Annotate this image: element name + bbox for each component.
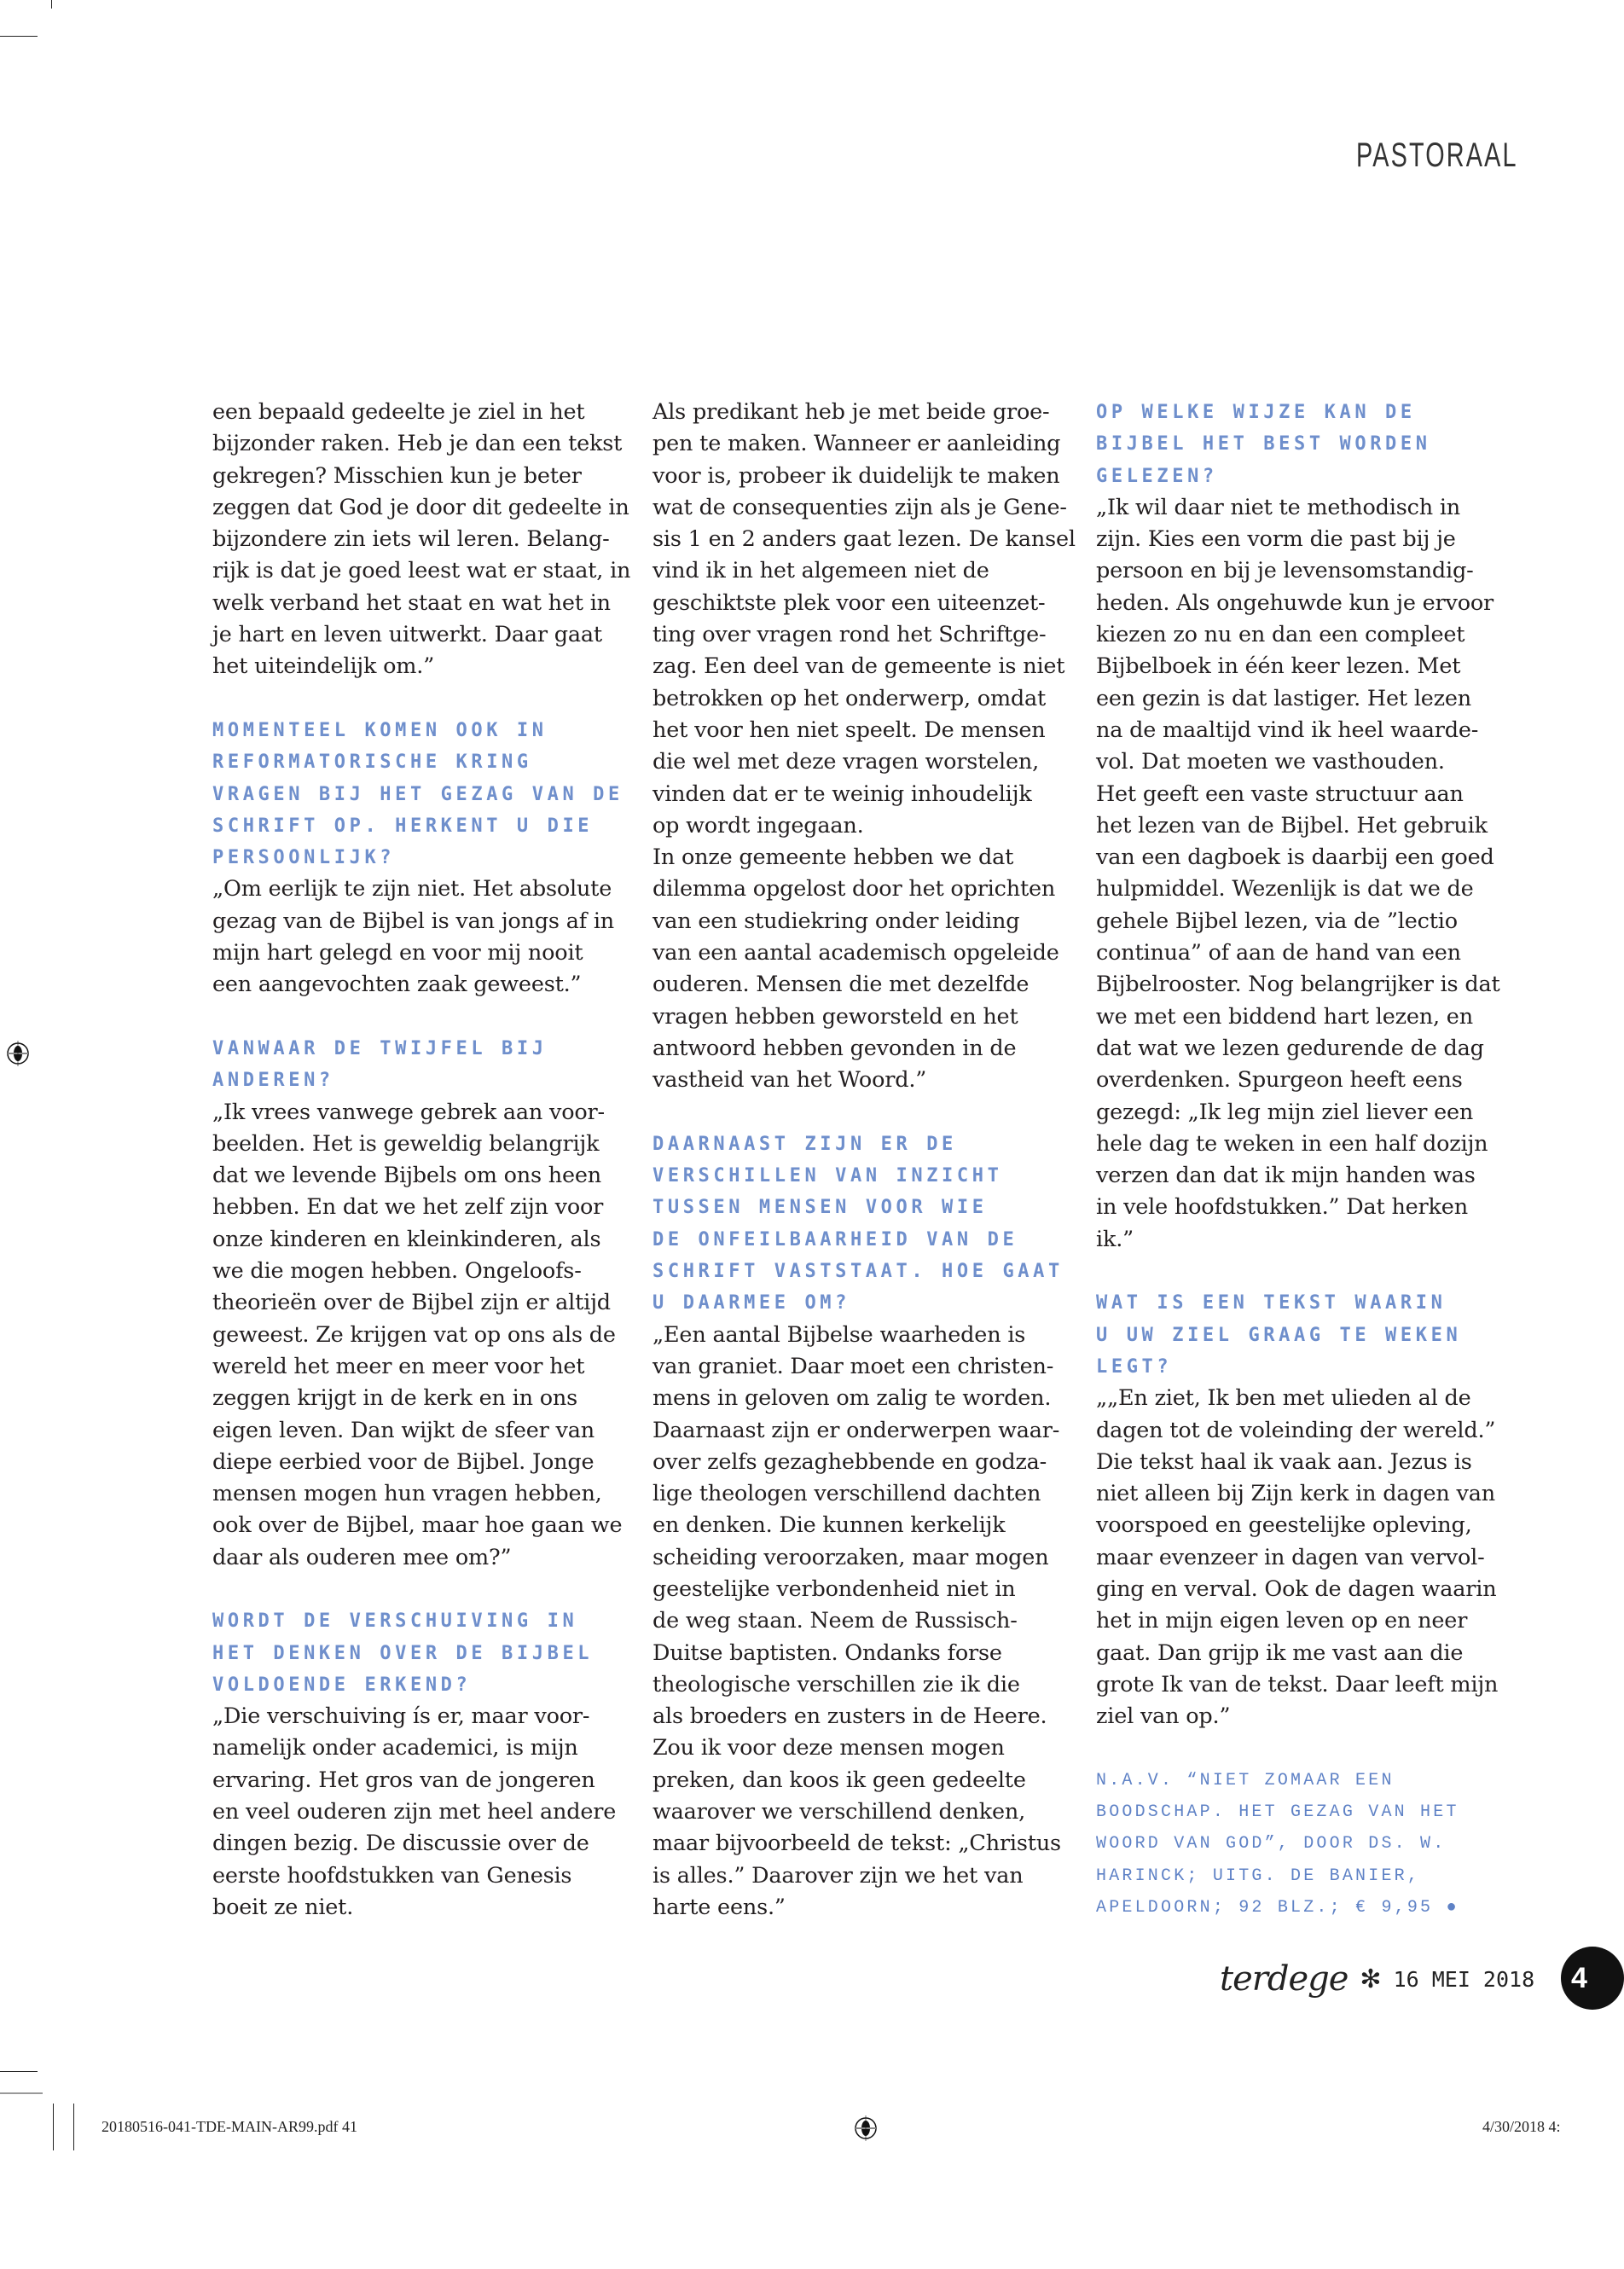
crop-mark (0, 2071, 38, 2072)
text-line: ook over de Bijbel, maar hoe gaan we (212, 1512, 623, 1539)
text-line: gehele Bijbel lezen, via de ”lectio (1096, 908, 1458, 934)
text-line: geestelijke verbondenheid niet in (652, 1576, 1016, 1602)
text-line: een bepaald gedeelte je ziel in het (212, 399, 585, 425)
interview-question (652, 1129, 1070, 1320)
text-line: U UW ZIEL GRAAG TE WEKEN (1096, 1324, 1462, 1346)
text-line: mensen mogen hun vragen hebben, (212, 1481, 602, 1507)
text-line: ting over vragen rond het Schriftge- (652, 622, 1047, 648)
text-line: WORDT DE VERSCHUIVING IN (212, 1610, 578, 1633)
print-slug-timestamp: 4/30/2018 4: (1482, 2118, 1561, 2135)
text-line: zeggen krijgt in de kerk en in ons (212, 1385, 578, 1412)
text-line: OP WELKE WIJZE KAN DE (1096, 402, 1416, 423)
text-line: ervaring. Het gros van de jongeren (212, 1767, 595, 1793)
text-line: hele dag te weken in een half dozijn (1096, 1130, 1488, 1157)
text-line: de weg staan. Neem de Russisch- (652, 1608, 1018, 1634)
text-line: ik.” (1096, 1226, 1134, 1252)
text-line: waarover we verschillend denken, (652, 1799, 1025, 1825)
text-line: „Om eerlijk te zijn niet. Het absolute (212, 876, 612, 902)
text-line: zijn. Kies een vorm die past bij je (1096, 526, 1456, 553)
text-line: BOODSCHAP. HET GEZAG VAN HET (1096, 1802, 1459, 1823)
text-line: Het geeft een vaste structuur aan (1096, 781, 1464, 807)
text-line: gaat. Dan grijp ik me vast aan die (1096, 1639, 1464, 1666)
text-line: Duitse baptisten. Ondanks forse (652, 1639, 1002, 1666)
text-line: continua” of aan de hand van een (1096, 940, 1461, 966)
text-line: antwoord hebben gevonden in de (652, 1035, 1017, 1061)
text-line: GELEZEN? (1096, 465, 1218, 487)
text-line: voor is, probeer ik duidelijk te maken (652, 462, 1060, 489)
text-line: VANWAAR DE TWIJFEL BIJ (212, 1037, 548, 1059)
text-line: vragen hebben geworsteld en het (652, 1003, 1018, 1030)
text-line: persoon en bij je levensomstandig- (1096, 558, 1474, 584)
registration-mark-icon (853, 2115, 879, 2141)
interview-question (1096, 1287, 1514, 1383)
text-line: ANDEREN? (212, 1070, 334, 1092)
text-line: „Een aantal Bijbelse waarheden is (652, 1321, 1026, 1348)
paragraph-spacer (212, 1001, 630, 1033)
text-line: ouderen. Mensen die met dezelfde (652, 972, 1030, 998)
text-line: het lezen van de Bijbel. Het gebruik (1096, 812, 1488, 839)
text-line: vind ik in het algemeen niet de (652, 558, 989, 584)
answer-paragraph (1096, 492, 1514, 1256)
text-line: ging en verval. Ook de dagen waarin (1096, 1576, 1497, 1602)
text-line: van een aantal academisch opgeleide (652, 940, 1059, 966)
registration-mark-icon (5, 1041, 31, 1066)
text-line: niet alleen bij Zijn kerk in dagen van (1096, 1481, 1495, 1507)
interview-question (212, 1033, 630, 1097)
answer-paragraph (212, 1097, 630, 1574)
text-line: betrokken op het onderwerp, omdat (652, 685, 1047, 711)
text-line: mens in geloven om zalig te worden. (652, 1385, 1052, 1412)
text-line: daar als ouderen mee om?” (212, 1544, 512, 1570)
text-line: zag. Een deel van de gemeente is niet (652, 653, 1065, 680)
text-line: WAT IS EEN TEKST WAARIN (1096, 1292, 1447, 1314)
text-line: SCHRIFT VASTSTAAT. HOE GAAT (652, 1261, 1064, 1283)
text-line: WOORD VAN GOD”, DOOR DS. W. (1096, 1834, 1447, 1854)
text-line: DAARNAAST ZIJN ER DE (652, 1133, 957, 1155)
text-line: „Ik vrees vanwege gebrek aan voor- (212, 1099, 605, 1125)
text-line: zeggen dat God je door dit gedeelte in (212, 494, 629, 520)
text-line: het voor hen niet speelt. De mensen (652, 717, 1046, 743)
text-line: het in mijn eigen leven op en neer (1096, 1608, 1468, 1634)
text-line: N.A.V. “NIET ZOMAAR EEN (1096, 1770, 1395, 1790)
text-line: beelden. Het is geweldig belangrijk (212, 1130, 600, 1157)
text-line: In onze gemeente hebben we dat (652, 844, 1014, 871)
text-line: is alles.” Daarover zijn we het van (652, 1862, 1024, 1889)
print-slug-file: 20180516-041-TDE-MAIN-AR99.pdf 41 (102, 2118, 357, 2135)
text-line: rijk is dat je goed leest wat er staat, in (212, 558, 631, 584)
text-line: geschiktste plek voor een uiteenzet- (652, 589, 1046, 616)
text-line: in vele hoofdstukken.” Dat herken (1096, 1194, 1468, 1221)
paragraph-spacer (1096, 1732, 1514, 1764)
text-line: na de maaltijd vind ik heel waarde- (1096, 717, 1479, 743)
text-line: diepe eerbied voor de Bijbel. Jonge (212, 1448, 594, 1475)
text-line: hulpmiddel. Wezenlijk is dat we de (1096, 876, 1474, 902)
text-line: die wel met deze vragen worstelen, (652, 749, 1040, 775)
interview-question (212, 715, 630, 873)
text-line: hebben. En dat we het zelf zijn voor (212, 1194, 604, 1221)
text-line: onze kinderen en kleinkinderen, als (212, 1226, 601, 1252)
text-line: maar bijvoorbeeld de tekst: „Christus (652, 1831, 1061, 1857)
text-line: APELDOORN; 92 BLZ.; € 9,95 ● (1096, 1897, 1459, 1918)
text-line: theologische verschillen zie ik die (652, 1671, 1020, 1697)
answer-paragraph (212, 873, 630, 1001)
interview-question (1096, 397, 1514, 492)
text-line: over zelfs gezaghebbende en godza- (652, 1448, 1047, 1475)
page-number: 4 (1561, 1947, 1624, 2010)
text-line: maar evenzeer in dagen van vervol- (1096, 1544, 1485, 1570)
text-line: Die tekst haal ik vaak aan. Jezus is (1096, 1448, 1472, 1475)
text-line: MOMENTEEL KOMEN OOK IN (212, 719, 548, 741)
text-line: dilemma opgelost door het oprichten (652, 876, 1056, 902)
text-line: TUSSEN MENSEN VOOR WIE (652, 1197, 988, 1219)
text-line: VRAGEN BIJ HET GEZAG VAN DE (212, 783, 624, 805)
text-line: wat de consequenties zijn als je Gene- (652, 494, 1067, 520)
crop-mark (0, 36, 38, 37)
text-line: „Die verschuiving ís er, maar voor- (212, 1703, 590, 1730)
source-note (1096, 1765, 1514, 1924)
text-line: PERSOONLIJK? (212, 847, 396, 869)
article-column-1 (212, 397, 630, 1924)
text-line: ziel van op.” (1096, 1703, 1231, 1730)
text-line: Bijbelrooster. Nog belangrijker is dat (1096, 972, 1500, 998)
text-line: LEGT? (1096, 1355, 1173, 1378)
text-line: wereld het meer en meer voor het (212, 1353, 585, 1379)
paragraph-spacer (212, 683, 630, 715)
text-line: REFORMATORISCHE KRING (212, 751, 532, 774)
crop-mark (53, 2104, 54, 2150)
text-line: bijzonder raken. Heb je dan een tekst (212, 431, 623, 457)
text-line: dingen bezig. De discussie over de (212, 1831, 589, 1857)
paragraph-spacer (212, 1574, 630, 1605)
text-line: je hart en leven uitwerkt. Daar gaat (212, 622, 602, 648)
interview-question (212, 1605, 630, 1701)
text-line: Zou ik voor deze mensen mogen (652, 1735, 1005, 1761)
text-line: lige theologen verschillend dachten (652, 1481, 1041, 1507)
text-line: van een dagboek is daarbij een goed (1096, 844, 1494, 871)
text-line: dat wat we lezen gedurende de dag (1096, 1035, 1484, 1061)
answer-paragraph (212, 397, 630, 683)
text-line: preken, dan koos ik geen gedeelte (652, 1767, 1026, 1793)
text-line: geweest. Ze krijgen vat op ons als de (212, 1321, 616, 1348)
text-line: we met een biddend hart lezen, en (1096, 1003, 1473, 1030)
text-line: Bijbelboek in één keer lezen. Met (1096, 653, 1461, 680)
text-line: sis 1 en 2 anders gaat lezen. De kansel (652, 526, 1076, 553)
text-line: namelijk onder academici, is mijn (212, 1735, 578, 1761)
text-line: Als predikant heb je met beide groe- (652, 399, 1050, 425)
text-line: als broeders en zusters in de Heere. (652, 1703, 1047, 1730)
magazine-logo: terdege (1220, 1959, 1348, 1999)
text-line: BIJBEL HET BEST WORDEN (1096, 433, 1431, 456)
text-line: U DAARMEE OM? (652, 1292, 850, 1314)
text-line: harte eens.” (652, 1894, 786, 1920)
text-line: van graniet. Daar moet een christen- (652, 1353, 1054, 1379)
paragraph-spacer (1096, 1256, 1514, 1287)
text-line: op wordt ingegaan. (652, 812, 864, 839)
answer-paragraph (212, 1701, 630, 1924)
page-footer (1220, 1958, 1534, 2000)
text-line: en veel ouderen zijn met heel andere (212, 1799, 617, 1825)
text-line: een aangevochten zaak geweest.” (212, 972, 582, 998)
issue-date: 16 MEI 2018 (1393, 1966, 1535, 1992)
text-line: mijn hart gelegd en voor mij nooit (212, 940, 583, 966)
text-line: en denken. Die kunnen kerkelijk (652, 1512, 1006, 1539)
answer-paragraph (652, 1320, 1070, 1924)
text-line: een gezin is dat lastiger. Het lezen (1096, 685, 1472, 711)
text-line: van een studiekring onder leiding (652, 908, 1020, 934)
text-line: gezegd: „Ik leg mijn ziel liever een (1096, 1099, 1474, 1125)
text-line: kiezen zo nu en dan een compleet (1096, 622, 1465, 648)
paragraph-spacer (652, 1097, 1070, 1129)
text-line: pen te maken. Wanneer er aanleiding (652, 431, 1061, 457)
crop-mark (0, 2092, 43, 2094)
text-line: DE ONFEILBAARHEID VAN DE (652, 1228, 1018, 1251)
text-line: het uiteindelijk om.” (212, 653, 435, 680)
text-line: Daarnaast zijn er onderwerpen waar- (652, 1417, 1060, 1443)
text-line: „„En ziet, Ik ben met ulieden al de (1096, 1385, 1471, 1412)
answer-paragraph (1096, 1383, 1514, 1732)
text-line: vinden dat er te weinig inhoudelijk (652, 781, 1032, 807)
text-line: „Ik wil daar niet te methodisch in (1096, 494, 1461, 520)
text-line: gekregen? Misschien kun je beter (212, 462, 582, 489)
text-line: scheiding veroorzaken, maar mogen (652, 1544, 1049, 1570)
text-line: SCHRIFT OP. HERKENT U DIE (212, 815, 594, 837)
answer-paragraph (652, 397, 1076, 1097)
text-line: overdenken. Spurgeon heeft eens (1096, 1067, 1463, 1094)
text-line: boeit ze niet. (212, 1894, 354, 1920)
text-line: gezag van de Bijbel is van jongs af in (212, 908, 615, 934)
section-title: PASTORAAL (1356, 136, 1518, 174)
text-line: welk verband het staat en wat het in (212, 589, 611, 616)
text-line: bijzondere zin iets wil leren. Belang- (212, 526, 610, 553)
text-line: grote Ik van de tekst. Daar leeft mijn (1096, 1671, 1499, 1697)
asterisk-icon: ✻ (1360, 1964, 1382, 1993)
text-line: eerste hoofdstukken van Genesis (212, 1862, 572, 1889)
text-line: theorieën over de Bijbel zijn er altijd (212, 1290, 611, 1316)
text-line: HET DENKEN OVER DE BIJBEL (212, 1642, 594, 1664)
text-line: we die mogen hebben. Ongeloofs- (212, 1258, 582, 1285)
text-line: VERSCHILLEN VAN INZICHT (652, 1165, 1003, 1187)
article-column-2 (652, 397, 1076, 1924)
text-line: HARINCK; UITG. DE BANIER, (1096, 1866, 1421, 1886)
crop-mark (73, 2104, 74, 2150)
text-line: vastheid van het Woord.” (652, 1067, 927, 1094)
text-line: VOLDOENDE ERKEND? (212, 1674, 472, 1696)
text-line: eigen leven. Dan wijkt de sfeer van (212, 1417, 594, 1443)
crop-mark (51, 0, 52, 9)
text-line: voorspoed en geestelijke opleving, (1096, 1512, 1472, 1539)
text-line: dat we levende Bijbels om ons heen (212, 1163, 601, 1189)
text-line: verzen dan dat ik mijn handen was (1096, 1163, 1476, 1189)
text-line: dagen tot de voleinding der wereld.” (1096, 1417, 1496, 1443)
text-line: heden. Als ongehuwde kun je ervoor (1096, 589, 1494, 616)
text-line: vol. Dat moeten we vasthouden. (1096, 749, 1445, 775)
article-column-3 (1096, 397, 1514, 1924)
